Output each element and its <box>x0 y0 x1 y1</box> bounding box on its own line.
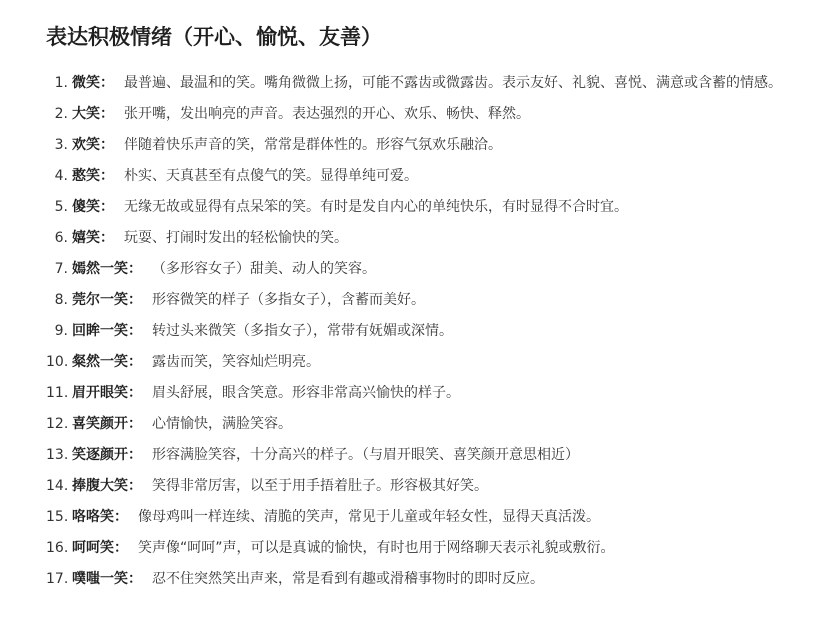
list-item-description: 伴随着快乐声音的笑，常常是群体性的。形容气氛欢乐融洽。 <box>124 137 502 153</box>
list-item-description: 张开嘴，发出响亮的声音。表达强烈的开心、欢乐、畅快、释然。 <box>124 106 530 122</box>
list-item-term: 嬉笑： <box>72 230 114 246</box>
list-item-content <box>72 133 786 158</box>
list-item-description: 心情愉快，满脸笑容。 <box>152 416 292 432</box>
list-item-number: 7. <box>54 261 68 277</box>
list-item <box>46 567 786 592</box>
list-item-content <box>72 474 786 499</box>
list-item-number: 3. <box>54 137 68 153</box>
list-item-description: 最普遍、最温和的笑。嘴角微微上扬，可能不露齿或微露齿。表示友好、礼貌、喜悦、满意或含蓄的情感。 <box>124 75 782 91</box>
section-heading: 表达积极情绪（开心、愉悦、友善） <box>46 25 382 49</box>
list-item-number: 12. <box>46 416 69 432</box>
list-item <box>46 71 786 96</box>
list-item-number: 2. <box>54 106 68 122</box>
list-item-number: 1. <box>54 75 68 91</box>
list-item-content <box>72 443 786 468</box>
list-item-term: 眉开眼笑： <box>72 385 142 401</box>
list-item-term: 咯咯笑： <box>72 509 128 525</box>
list-item-description: （多形容女子）甜美、动人的笑容。 <box>152 261 376 277</box>
list-item <box>46 505 786 530</box>
list-item-term: 喜笑颜开： <box>72 416 142 432</box>
list-item-term: 噗嗤一笑： <box>72 571 142 587</box>
list-item <box>46 350 786 375</box>
list-item-content <box>72 226 786 251</box>
list-item <box>46 536 786 561</box>
list-item-content <box>72 536 786 561</box>
list-item-content <box>72 71 786 96</box>
list-item <box>46 226 786 251</box>
list-item-description: 眉头舒展，眼含笑意。形容非常高兴愉快的样子。 <box>152 385 460 401</box>
list-item-description: 露齿而笑，笑容灿烂明亮。 <box>152 354 320 370</box>
list-item-term: 憨笑： <box>72 168 114 184</box>
list-item <box>46 257 786 282</box>
list-item <box>46 164 786 189</box>
list-item-description: 朴实、天真甚至有点傻气的笑。显得单纯可爱。 <box>124 168 418 184</box>
list-item-term: 大笑： <box>72 106 114 122</box>
list-item-number: 13. <box>46 447 69 463</box>
list-item-term: 回眸一笑： <box>72 323 142 339</box>
list-item-term: 嫣然一笑： <box>72 261 142 277</box>
list-item <box>46 133 786 158</box>
list-item-content <box>72 288 786 313</box>
list-item-term: 傻笑： <box>72 199 114 215</box>
laugh-types-list <box>46 71 832 592</box>
list-item <box>46 474 786 499</box>
list-item <box>46 412 786 437</box>
list-item-description: 形容微笑的样子（多指女子），含蓄而美好。 <box>152 292 425 308</box>
list-item-content <box>72 195 786 220</box>
list-item-content <box>72 102 786 127</box>
list-item-content <box>72 164 786 189</box>
list-item-content <box>72 567 786 592</box>
list-item-content <box>72 505 786 530</box>
list-item <box>46 319 786 344</box>
list-item-number: 16. <box>46 540 69 556</box>
list-item <box>46 288 786 313</box>
list-item-term: 笑逐颜开： <box>72 447 142 463</box>
list-item-number: 5. <box>54 199 68 215</box>
list-item-content <box>72 350 786 375</box>
list-item-number: 6. <box>54 230 68 246</box>
list-item-number: 17. <box>46 571 69 587</box>
list-item-description: 像母鸡叫一样连续、清脆的笑声，常见于儿童或年轻女性，显得天真活泼。 <box>138 509 600 525</box>
list-item-number: 14. <box>46 478 69 494</box>
list-item-description: 笑声像“呵呵”声，可以是真诚的愉快，有时也用于网络聊天表示礼貌或敷衍。 <box>138 540 615 556</box>
list-item <box>46 195 786 220</box>
list-item-content <box>72 412 786 437</box>
list-item-description: 笑得非常厉害，以至于用手捂着肚子。形容极其好笑。 <box>152 478 488 494</box>
list-item-description: 形容满脸笑容，十分高兴的样子。（与眉开眼笑、喜笑颜开意思相近） <box>152 447 579 463</box>
list-item-number: 9. <box>54 323 68 339</box>
list-item-number: 10. <box>46 354 69 370</box>
list-item-number: 4. <box>54 168 68 184</box>
list-item-number: 11. <box>46 385 69 401</box>
list-item-term: 欢笑： <box>72 137 114 153</box>
list-item <box>46 443 786 468</box>
list-item-content <box>72 319 786 344</box>
list-item-term: 莞尔一笑： <box>72 292 142 308</box>
list-item-term: 微笑： <box>72 75 114 91</box>
list-item-content <box>72 257 786 282</box>
list-item-term: 粲然一笑： <box>72 354 142 370</box>
list-item-number: 8. <box>54 292 68 308</box>
list-item <box>46 102 786 127</box>
list-item <box>46 381 786 406</box>
list-item-term: 捧腹大笑： <box>72 478 142 494</box>
list-item-description: 玩耍、打闹时发出的轻松愉快的笑。 <box>124 230 348 246</box>
list-item-content <box>72 381 786 406</box>
list-item-term: 呵呵笑： <box>72 540 128 556</box>
list-item-description: 无缘无故或显得有点呆笨的笑。有时是发自内心的单纯快乐，有时显得不合时宜。 <box>124 199 628 215</box>
list-item-description: 转过头来微笑（多指女子），常带有妩媚或深情。 <box>152 323 453 339</box>
list-item-description: 忍不住突然笑出声来，常是看到有趣或滑稽事物时的即时反应。 <box>152 571 544 587</box>
list-item-number: 15. <box>46 509 69 525</box>
